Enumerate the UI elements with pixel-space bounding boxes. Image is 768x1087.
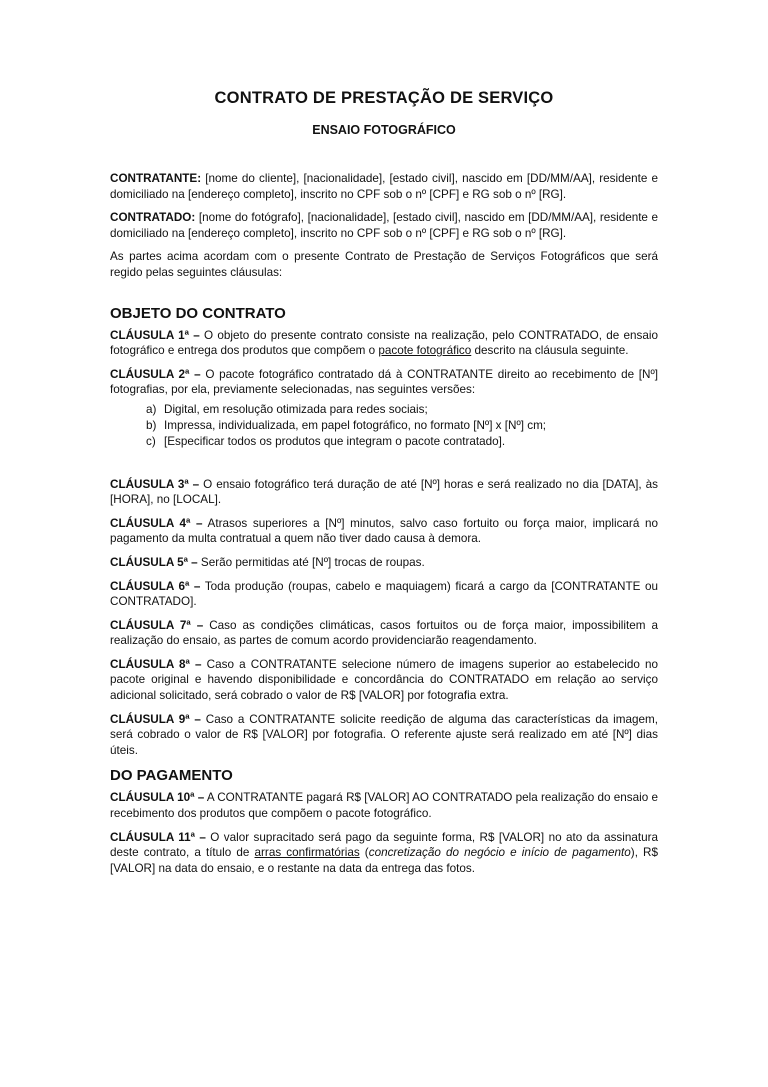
clause-1-label: CLÁUSULA 1ª –: [110, 328, 200, 342]
clause-8: [110, 657, 658, 704]
clause-1-text-a: O objeto do presente contrato consiste na realização, pelo CONTRATADO, de ensaio fotográfico e entrega dos produtos que compõem o: [110, 328, 658, 358]
clause-11-text-b: (: [359, 846, 369, 860]
clause-11: [110, 830, 658, 877]
contratado-text: [nome do fotógrafo], [nacionalidade], [estado civil], nascido em [DD/MM/AA], residente e domiciliado na [endereço completo], inscrito no CPF sob o nº [CPF] e RG sob o nº [RG].: [110, 211, 658, 240]
clause-4-text: Atrasos superiores a [Nº] minutos, salvo caso fortuito ou força maior, implicará no pagamento da multa contratual a quem não tiver dado causa à demora.: [110, 516, 659, 546]
section-heading-pagamento: DO PAGAMENTO: [110, 767, 233, 785]
clause-7-text: Caso as condições climáticas, casos fortuitos ou de força maior, impossibilitem a realização do ensaio, as partes de comum acordo providenciarão reagendamento.: [110, 618, 658, 648]
clause-1-text-b: descrito na cláusula seguinte.: [471, 344, 629, 358]
list-marker: a): [146, 402, 157, 416]
clause-11-italic: concretização do negócio e início de pagamento: [368, 846, 631, 860]
clause-4-label: CLÁUSULA 4ª –: [110, 516, 203, 530]
versions-list: [110, 402, 658, 451]
clause-8-label: CLÁUSULA 8ª –: [110, 657, 202, 671]
clause-11-text-a: O valor supracitado será pago da seguinte forma, R$ [VALOR] no ato da assinatura deste contrato, a título de: [110, 830, 658, 860]
list-marker: b): [146, 419, 157, 433]
clause-6: [110, 579, 658, 610]
clause-11-text-c: ), R$ [VALOR] na data do ensaio, e o restante na data da entrega das fotos.: [110, 846, 659, 875]
intro-paragraph: As partes acima acordam com o presente Contrato de Prestação de Serviços Fotográficos que será regido pelas seguintes cláusulas:: [110, 250, 658, 279]
clause-5: [110, 555, 658, 571]
list-item-text: Impressa, individualizada, em papel fotográfico, no formato [Nº] x [Nº] cm;: [164, 419, 547, 433]
clause-6-label: CLÁUSULA 6ª –: [110, 579, 201, 593]
clause-6-text: Toda produção (roupas, cabelo e maquiagem) ficará a cargo da [CONTRATANTE ou CONTRATADO].: [110, 579, 658, 609]
document-subtitle: ENSAIO FOTOGRÁFICO: [312, 123, 456, 137]
arras-confirmatorias-link: arras confirmatórias: [254, 846, 360, 860]
clause-9-text: Caso a CONTRATANTE solicite reedição de alguma das características da imagem, será cobrado o valor de R$ [VALOR] por fotografia. O referente ajuste será realizado em até [Nº] dias úteis.: [110, 712, 659, 757]
contratado-paragraph: [110, 210, 658, 241]
clause-2-text: O pacote fotográfico contratado dá à CONTRATANTE direito ao recebimento de [Nº] fotografias, por ela, previamente selecionadas, nas seguintes versões:: [110, 367, 658, 397]
contratante-text: [nome do cliente], [nacionalidade], [estado civil], nascido em [DD/MM/AA], residente e domiciliado na [endereço completo], inscrito no CPF sob o nº [CPF] e RG sob o nº [RG].: [110, 172, 658, 201]
clause-7-label: CLÁUSULA 7ª –: [110, 618, 204, 632]
list-marker: c): [146, 435, 156, 449]
clause-9-label: CLÁUSULA 9ª –: [110, 712, 201, 726]
clause-5-label: CLÁUSULA 5ª –: [110, 555, 198, 569]
contratado-label: CONTRATADO:: [110, 211, 196, 225]
contract-page: [110, 88, 658, 884]
list-item-text: Digital, em resolução otimizada para redes sociais;: [164, 402, 428, 416]
clause-2-label: CLÁUSULA 2ª –: [110, 367, 201, 381]
clause-11-label: CLÁUSULA 11ª –: [110, 830, 206, 844]
clause-8-text: Caso a CONTRATANTE selecione número de imagens superior ao estabelecido no pacote original e havendo disponibilidade e concordância do CONTRATADO em relação ao serviço adicional solicitado, será cobrado o valor de R$ [VALOR] por fotografia extra.: [110, 657, 658, 703]
pacote-fotografico-link: pacote fotográfico: [378, 344, 472, 358]
contratante-paragraph: [110, 171, 658, 202]
clause-10-text: A CONTRATANTE pagará R$ [VALOR] AO CONTRATADO pela realização do ensaio e recebimento dos produtos que compõem o pacote fotográfico.: [110, 791, 658, 821]
clause-4: [110, 516, 658, 547]
clause-1: [110, 328, 658, 359]
list-item: [146, 418, 658, 434]
clause-3: [110, 477, 658, 508]
clause-10-label: CLÁUSULA 10ª –: [110, 791, 205, 805]
clause-9: [110, 712, 658, 759]
clause-2: [110, 367, 658, 398]
clause-3-label: CLÁUSULA 3ª –: [110, 477, 200, 491]
list-item: [146, 434, 658, 450]
clause-10: [110, 790, 658, 821]
list-item-text: [Especificar todos os produtos que integram o pacote contratado].: [164, 435, 506, 449]
spacer: [110, 451, 658, 477]
clause-5-text: Serão permitidas até [Nº] trocas de roupas.: [197, 555, 425, 569]
contratante-label: CONTRATANTE:: [110, 172, 202, 185]
clause-7: [110, 618, 658, 649]
list-item: [146, 402, 658, 418]
clause-3-text: O ensaio fotográfico terá duração de até [Nº] horas e será realizado no dia [DATA], às [HORA], no [LOCAL].: [110, 477, 658, 507]
document-title: CONTRATO DE PRESTAÇÃO DE SERVIÇO: [214, 89, 554, 107]
section-heading-objeto: OBJETO DO CONTRATO: [110, 304, 286, 322]
